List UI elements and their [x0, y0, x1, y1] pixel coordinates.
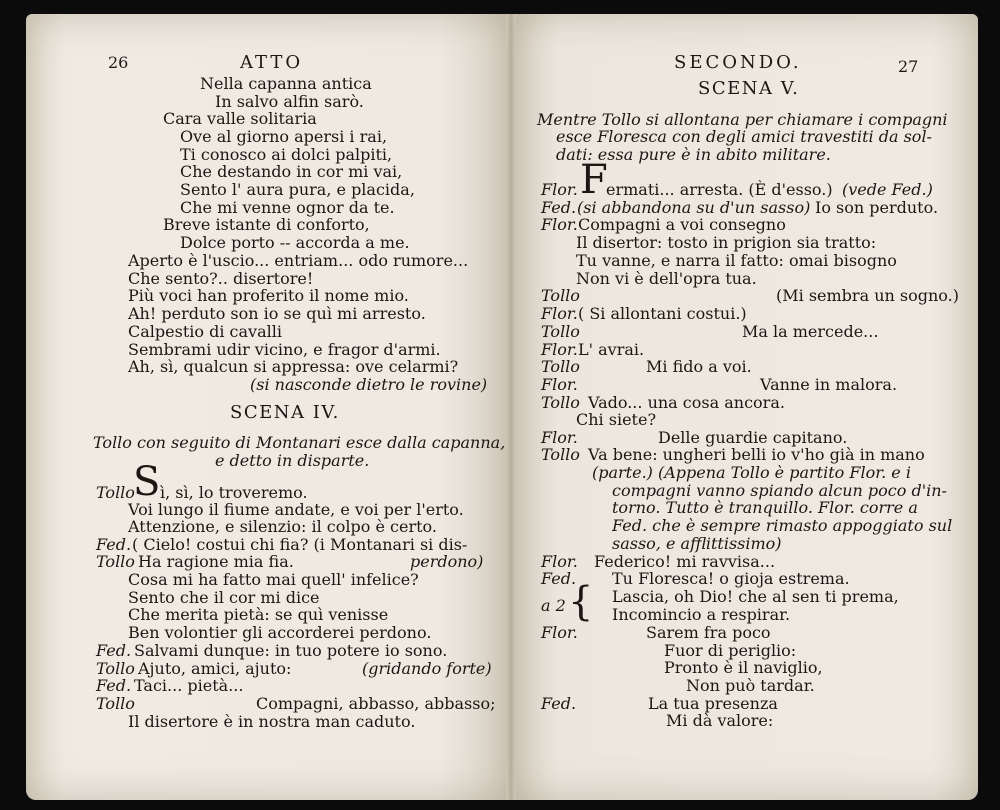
speaker-label: Flor.	[541, 623, 578, 642]
stage-aside: sasso, e afflittissimo)	[612, 534, 782, 553]
speaker-label: Fed.	[541, 198, 577, 217]
dialogue-line: Ha ragione mia fia.	[138, 552, 294, 571]
stage-direction: Mentre Tollo si allontana per chiamare i compagni	[537, 110, 948, 129]
verse-line: Più voci han proferito il nome mio.	[128, 286, 409, 305]
speaker-label: Fed.	[96, 641, 132, 660]
stage-direction: dati: essa pure è in abito militare.	[556, 145, 831, 164]
speaker-label: Fed.	[96, 535, 132, 554]
dialogue-line: Il disertor: tosto in prigion sia tratto:	[576, 233, 877, 252]
dialogue-line: Taci... pietà...	[134, 676, 244, 695]
stage-aside: (vede Fed.)	[842, 180, 933, 199]
verse-line: Ove al giorno apersi i rai,	[180, 127, 388, 146]
dialogue-line: Pronto è il naviglio,	[664, 658, 823, 677]
verse-line: Sento l' aura pura, e placida,	[180, 180, 415, 199]
verse-line: Aperto è l'uscio... entriam... odo rumore...	[128, 251, 469, 270]
dialogue-line: Compagni a voi consegno	[578, 215, 786, 234]
speaker-label: Tollo	[541, 393, 580, 412]
dialogue-line: Vanne in malora.	[760, 375, 898, 394]
speaker-label: Tollo	[541, 286, 580, 305]
speaker-label: Flor.	[541, 180, 578, 199]
stage-aside: (gridando forte)	[362, 659, 492, 678]
drop-cap-letter: F	[580, 157, 608, 203]
verse-line: Sembrami udir vicino, e fragor d'armi.	[128, 340, 441, 359]
speaker-label: Flor.	[541, 552, 578, 571]
dialogue-line: Va bene: ungheri belli io v'ho già in mano	[588, 445, 925, 464]
scene-heading-left: SCENA IV.	[230, 402, 340, 423]
stage-aside: torno. Tutto è tranquillo. Flor. corre a	[612, 498, 918, 517]
dialogue-line: Mi dà valore:	[666, 711, 774, 730]
dialogue-line: ( Si allontani costui.)	[578, 304, 747, 323]
dialogue-line: Il disertore è in nostra man caduto.	[128, 712, 416, 731]
speaker-label: Flor.	[541, 428, 578, 447]
dialogue-line: Sento che il cor mi dice	[128, 588, 320, 607]
speaker-label: Flor.	[541, 375, 578, 394]
speaker-label: Flor.	[541, 304, 578, 323]
dialogue-line: L' avrai.	[578, 340, 645, 359]
speaker-label: Fed.	[541, 694, 577, 713]
speaker-label: Flor.	[541, 215, 578, 234]
dialogue-line: Non può tardar.	[686, 676, 815, 695]
dialogue-line: Tu Floresca! o gioja estrema.	[612, 569, 850, 588]
speaker-label: Tollo	[541, 357, 580, 376]
speaker-label: Flor.	[541, 340, 578, 359]
book-gutter	[506, 14, 516, 800]
scene-heading-right: SCENA V.	[698, 78, 800, 99]
dialogue-line: Ajuto, amici, ajuto:	[138, 659, 292, 678]
speaker-label: Fed.	[96, 676, 132, 695]
dialogue-line: Voi lungo il fiume andate, e voi per l'erto.	[128, 500, 464, 519]
stage-aside: perdono)	[410, 552, 484, 571]
running-head-left: ATTO	[240, 52, 304, 73]
stage-direction: e detto in disparte.	[215, 451, 370, 470]
dialogue-line: Sarem fra poco	[646, 623, 771, 642]
dialogue-line: Che merita pietà: se quì venisse	[128, 605, 389, 624]
dialogue-line: ( Cielo! costui chi fia? (i Montanari si dis-	[132, 535, 468, 554]
stage-aside: (si abbandona su d'un sasso)	[577, 198, 811, 217]
verse-line: Che destando in cor mi vai,	[180, 162, 403, 181]
page-number-left: 26	[108, 53, 129, 72]
dialogue-line: Fuor di periglio:	[664, 641, 797, 660]
stage-aside: compagni vanno spiando alcun poco d'in-	[612, 481, 947, 500]
dialogue-line: Cosa mi ha fatto mai quell' infelice?	[128, 570, 419, 589]
verse-line: In salvo alfin sarò.	[215, 92, 364, 111]
speaker-label: Fed.	[541, 569, 577, 588]
speaker-label: Tollo	[96, 659, 135, 678]
dialogue-line: Compagni, abbasso, abbasso;	[256, 694, 496, 713]
verse-line: Che sento?.. disertore!	[128, 269, 314, 288]
dialogue-line: ermati... arresta. (È d'esso.)	[606, 180, 833, 199]
dialogue-line: ì, sì, lo troveremo.	[160, 483, 308, 502]
stage-aside: (si nasconde dietro le rovine)	[250, 375, 488, 394]
speaker-label: Tollo	[96, 483, 135, 502]
speaker-label: Tollo	[96, 552, 135, 571]
dialogue-line: Tu vanne, e narra il fatto: omai bisogno	[576, 251, 897, 270]
stage-direction: esce Floresca con degli amici travestiti da sol-	[556, 127, 932, 146]
dialogue-line: Incomincio a respirar.	[612, 605, 791, 624]
verse-line: Dolce porto -- accorda a me.	[180, 233, 410, 252]
verse-line: Ti conosco ai dolci palpiti,	[180, 145, 393, 164]
verse-line: Calpestio di cavalli	[128, 322, 282, 341]
verse-line: Che mi venne ognor da te.	[180, 198, 395, 217]
dialogue-line: Salvami dunque: in tuo potere io sono.	[134, 641, 448, 660]
dialogue-line: Non vi è dell'opra tua.	[576, 269, 757, 288]
brace-glyph: {	[568, 579, 594, 625]
dialogue-line: Ben volontier gli accorderei perdono.	[128, 623, 432, 642]
speaker-label: Tollo	[96, 694, 135, 713]
stage-aside: Fed. che è sempre rimasto appoggiato sul	[612, 516, 953, 535]
verse-line: Ah, sì, qualcun si appressa: ove celarmi?	[128, 357, 459, 376]
stage-aside: (Mi sembra un sogno.)	[776, 286, 959, 305]
drop-cap-letter: S	[133, 459, 161, 505]
running-head-right: SECONDO.	[674, 52, 802, 73]
verse-line: Breve istante di conforto,	[163, 215, 370, 234]
speaker-label: Tollo	[541, 322, 580, 341]
dialogue-line: Federico! mi ravvisa...	[594, 552, 776, 571]
dialogue-line: Lascia, oh Dio! che al sen ti prema,	[612, 587, 899, 606]
verse-line: Cara valle solitaria	[163, 109, 317, 128]
stage-direction: Tollo con seguito di Montanari esce dalla capanna,	[93, 433, 506, 452]
dialogue-line: Ma la mercede...	[742, 322, 879, 341]
dialogue-line: La tua presenza	[648, 694, 778, 713]
page-number-right: 27	[898, 57, 919, 76]
dialogue-line: Chi siete?	[576, 410, 657, 429]
verse-line: Nella capanna antica	[200, 74, 372, 93]
speaker-label: a 2	[541, 596, 566, 615]
verse-line: Ah! perduto son io se quì mi arresto.	[128, 304, 426, 323]
stage-aside: (parte.) (Appena Tollo è partito Flor. e i	[592, 463, 911, 482]
dialogue-line: Attenzione, e silenzio: il colpo è certo.	[128, 517, 437, 536]
speaker-label: Tollo	[541, 445, 580, 464]
dialogue-line: Io son perduto.	[815, 198, 939, 217]
dialogue-line: Delle guardie capitano.	[658, 428, 848, 447]
dialogue-line: Vado... una cosa ancora.	[588, 393, 785, 412]
dialogue-line: Mi fido a voi.	[646, 357, 752, 376]
